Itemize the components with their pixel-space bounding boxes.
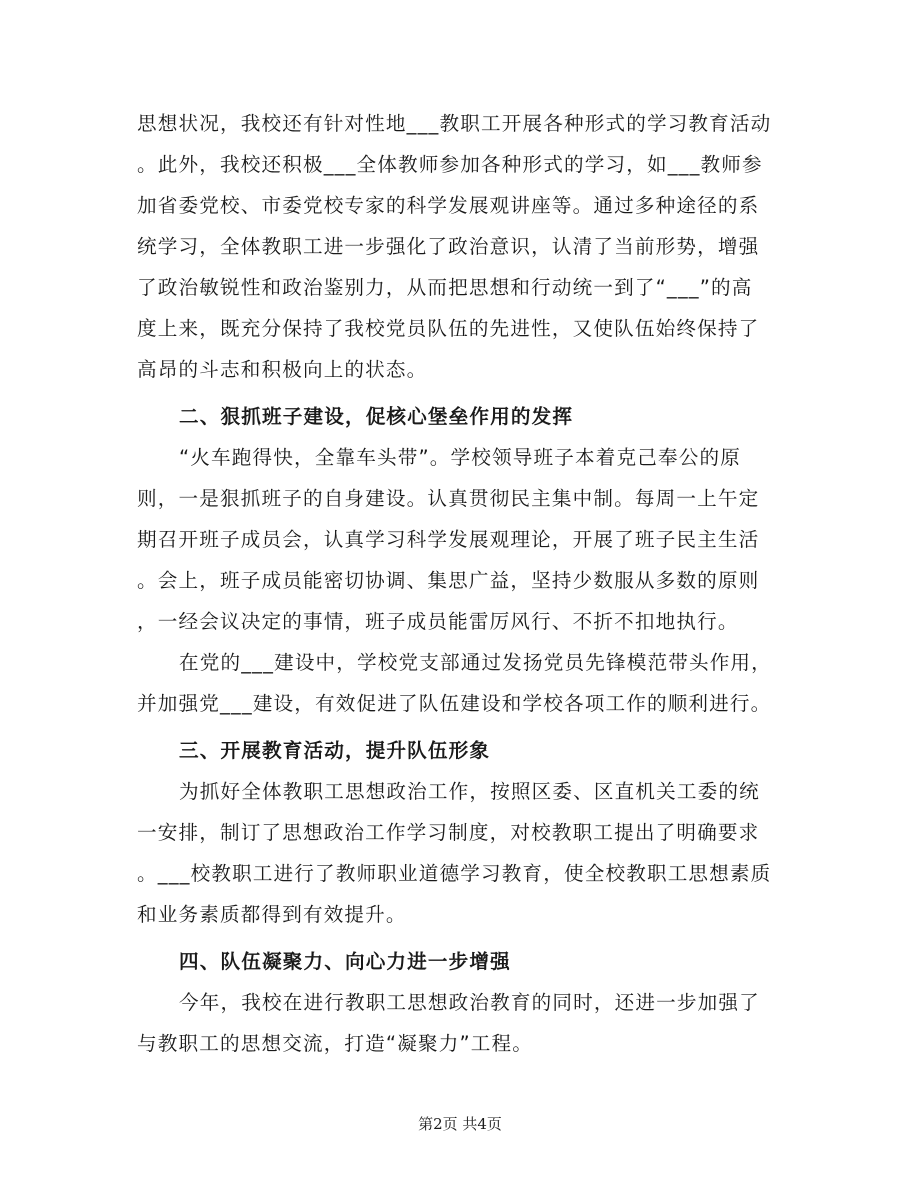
text-line: 和业务素质都得到有效提升。 — [137, 903, 407, 926]
text-line: 在党的___建设中，学校党支部通过发扬党员先锋模范带头作用， — [179, 651, 772, 674]
page-number: 第2页 共4页 — [418, 1115, 502, 1133]
text-line: 思想状况，我校还有针对性地___教职工开展各种形式的学习教育活动 — [137, 112, 772, 135]
section-heading-3: 三、开展教育活动，提升队伍形象 — [179, 739, 491, 762]
text-line: 。会上，班子成员能密切协调、集思广益，坚持少数服从多数的原则 — [137, 569, 760, 592]
paragraph-1 — [137, 103, 787, 390]
paragraph-3 — [137, 642, 787, 724]
text-line: 统学习，全体教职工进一步强化了政治意识，认清了当前形势，增强 — [137, 235, 760, 258]
text-line: 一安排，制订了思想政治工作学习制度，对校教职工提出了明确要求 — [137, 821, 760, 844]
paragraph-5 — [137, 982, 787, 1064]
text-line: 高昂的斗志和积极向上的状态。 — [137, 358, 428, 381]
text-line: 了政治敏锐性和政治鉴别力，从而把思想和行动统一到了“___”的高 — [137, 276, 753, 299]
paragraph-2 — [137, 437, 787, 642]
section-heading-4: 四、队伍凝聚力、向心力进一步增强 — [179, 950, 511, 973]
text-line: 今年，我校在进行教职工思想政治教育的同时，还进一步加强了 — [179, 991, 760, 1014]
text-line: 期召开班子成员会，认真学习科学发展观理论，开展了班子民主生活 — [137, 528, 760, 551]
text-line: 加省委党校、市委党校专家的科学发展观讲座等。通过多种途径的系 — [137, 194, 760, 217]
text-line: 与教职工的思想交流，打造“凝聚力”工程。 — [137, 1032, 533, 1055]
text-line: ，一经会议决定的事情，班子成员能雷厉风行、不折不扣地执行。 — [137, 610, 739, 633]
text-line: “火车跑得快，全靠车头带”。学校领导班子本着克己奉公的原 — [179, 446, 741, 469]
section-heading-2: 二、狠抓班子建设，促核心堡垒作用的发挥 — [179, 405, 574, 428]
paragraph-4 — [137, 771, 787, 935]
text-line: 。此外，我校还积极___全体教师参加各种形式的学习，如___教师参 — [137, 153, 763, 176]
text-line: 则，一是狠抓班子的自身建设。认真贯彻民主集中制。每周一上午定 — [137, 487, 760, 510]
document-body — [137, 103, 787, 1064]
text-line: 为抓好全体教职工思想政治工作，按照区委、区直机关工委的统 — [179, 780, 760, 803]
text-line: 并加强党___建设，有效促进了队伍建设和学校各项工作的顺利进行。 — [137, 692, 772, 715]
text-line: 度上来，既充分保持了我校党员队伍的先进性，又使队伍始终保持了 — [137, 317, 760, 340]
text-line: 。___校教职工进行了教师职业道德学习教育，使全校教职工思想素质 — [137, 862, 772, 885]
